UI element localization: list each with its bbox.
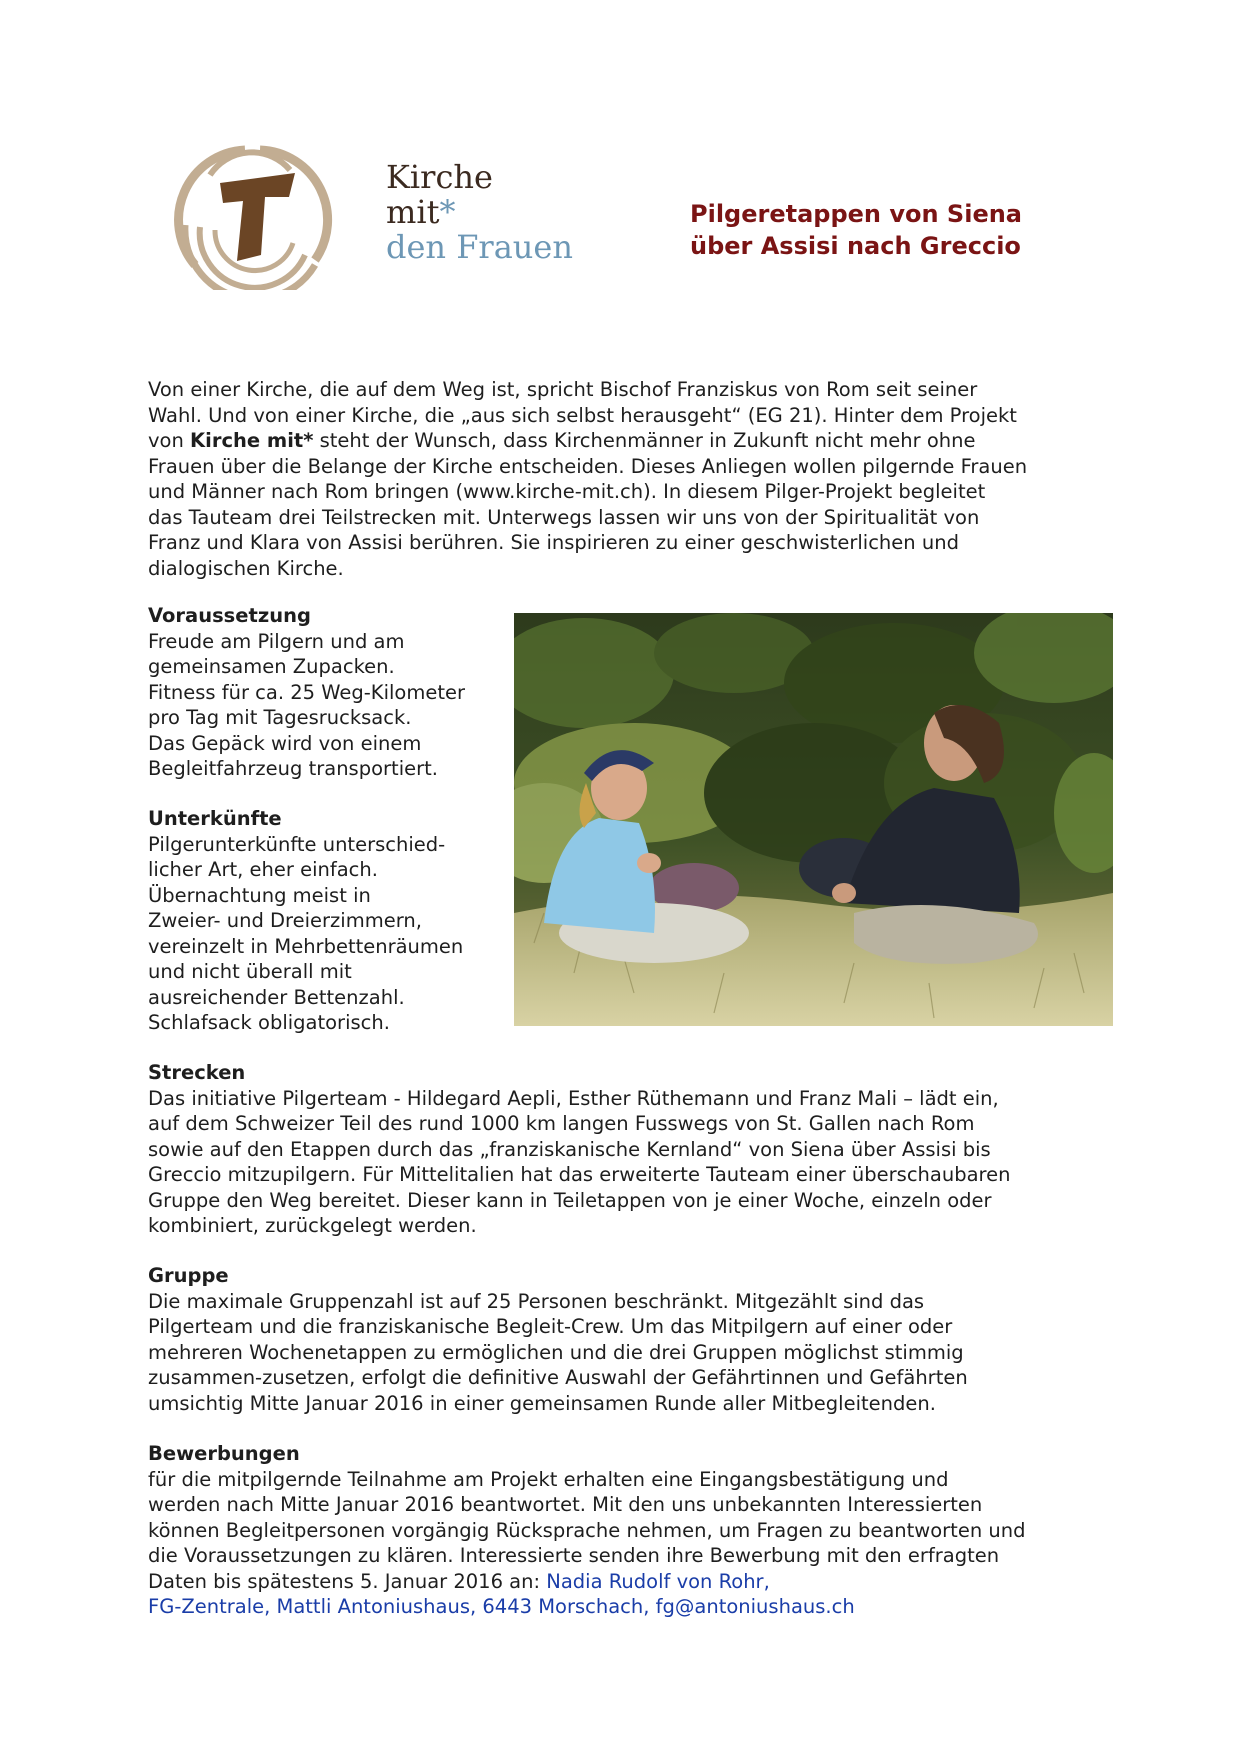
section-line: für die mitpilgernde Teilnahme am Projekt erhalten eine Eingangsbestätigung und [148, 1467, 949, 1491]
intro-line: Wahl. Und von einer Kirche, die „aus sich selbst herausgeht“ (EG 21). Hinter dem Projekt [148, 403, 1017, 427]
section-line: Das Gepäck wird von einem [148, 731, 422, 755]
section-heading: Unterkünfte [148, 807, 282, 830]
section-line: vereinzelt in Mehrbettenräumen [148, 934, 464, 958]
section-line: mehreren Wochenetappen zu ermöglichen und die drei Gruppen möglichst stimmig [148, 1340, 964, 1364]
pilgrims-photo [514, 613, 1113, 1026]
title-line-2: über Assisi nach Greccio [690, 232, 1021, 260]
intro-paragraph [148, 377, 1108, 581]
tau-logo-icon [165, 145, 335, 290]
section-line: Greccio mitzupilgern. Für Mittelitalien hat das erweiterte Tauteam einer überschaubaren [148, 1163, 1011, 1186]
section-line: Gruppe den Weg bereitet. Dieser kann in Teiletappen von je einer Woche, einzeln oder [148, 1188, 992, 1212]
section-line: zusammen-zusetzen, erfolgt die definitive Auswahl der Gefährtinnen und Gefährten [148, 1366, 968, 1389]
section-line: Das initiative Pilgerteam - Hildegard Aepli, Esther Rüthemann und Franz Mali – lädt ein, [148, 1086, 999, 1110]
logo-wordmark [386, 160, 573, 265]
section-line: werden nach Mitte Januar 2016 beantwortet. Mit den uns unbekannten Interessierten [148, 1493, 983, 1516]
section-line: gemeinsamen Zupacken. [148, 655, 395, 678]
logo-star: * [439, 193, 456, 231]
section-line: Die maximale Gruppenzahl ist auf 25 Personen beschränkt. Mitgezählt sind das [148, 1289, 925, 1313]
page-title [690, 198, 1022, 262]
section-line: Übernachtung meist in [148, 883, 371, 907]
section-line: und nicht überall mit [148, 960, 352, 983]
section-line: umsichtig Mitte Januar 2016 in einer gemeinsamen Runde aller Mitbegleitenden. [148, 1391, 936, 1415]
section-line: Pilgerteam und die franziskanische Begleit-Crew. Um das Mitpilgern auf einer oder [148, 1315, 953, 1338]
section-line: Freude am Pilgern und am [148, 629, 405, 653]
logo-line-mit [386, 195, 573, 230]
section-heading: Voraussetzung [148, 604, 311, 627]
section-line: kombiniert, zurückgelegt werden. [148, 1214, 477, 1237]
intro-line [148, 428, 1108, 454]
section-line: pro Tag mit Tagesrucksack. [148, 706, 412, 729]
contact-address-link[interactable]: FG-Zentrale, Mattli Antoniushaus, 6443 Morschach, fg@antoniushaus.ch [148, 1595, 855, 1618]
section-line: Schlafsack obligatorisch. [148, 1011, 390, 1034]
section-line: ausreichender Bettenzahl. [148, 985, 405, 1009]
section-line: sowie auf den Etappen durch das „franziskanische Kernland“ von Siena über Assisi bis [148, 1137, 991, 1161]
section-heading: Strecken [148, 1061, 246, 1084]
contact-name-link[interactable]: Nadia Rudolf von Rohr, [546, 1569, 770, 1593]
section-heading: Bewerbungen [148, 1442, 300, 1465]
section-unterkuenfte [148, 806, 498, 1036]
section-line: Begleitfahrzeug transportiert. [148, 757, 438, 780]
section-line: Fitness für ca. 25 Weg-Kilometer [148, 680, 466, 704]
project-name: Kirche mit* [190, 429, 314, 452]
logo-line-frauen: den Frauen [386, 228, 573, 266]
intro-line: und Männer nach Rom bringen (www.kirche-mit.ch). In diesem Pilger-Projekt begleitet [148, 480, 986, 503]
section-bewerbungen [148, 1441, 1108, 1620]
intro-text: steht der Wunsch, dass Kirchenmänner in Zukunft nicht mehr ohne [313, 429, 976, 452]
intro-line: Frauen über die Belange der Kirche entscheiden. Dieses Anliegen wollen pilgernde Frauen [148, 454, 1028, 478]
intro-line: Von einer Kirche, die auf dem Weg ist, spricht Bischof Franziskus von Rom seit seiner [148, 378, 978, 401]
section-strecken [148, 1060, 1108, 1239]
section-line: licher Art, eher einfach. [148, 858, 378, 881]
logo-mit-text: mit [386, 193, 440, 231]
intro-text: von [148, 429, 191, 452]
section-line: auf dem Schweizer Teil des rund 1000 km langen Fusswegs von St. Gallen nach Rom [148, 1112, 975, 1135]
section-line [148, 1569, 1108, 1595]
logo-line-kirche: Kirche [386, 158, 493, 196]
section-line: Zweier- und Dreierzimmern, [148, 909, 422, 932]
title-line-1: Pilgeretappen von Siena [690, 200, 1023, 228]
deadline-text: Daten bis spätestens 5. Januar 2016 an: [148, 1569, 547, 1593]
section-voraussetzung [148, 603, 498, 782]
section-line: die Voraussetzungen zu klären. Interessierte senden ihre Bewerbung mit den erfragten [148, 1544, 1000, 1567]
section-line: können Begleitpersonen vorgängig Rücksprache nehmen, um Fragen zu beantworten und [148, 1518, 1026, 1542]
section-line: Pilgerunterkünfte unterschied- [148, 832, 446, 856]
intro-line: dialogischen Kirche. [148, 556, 344, 580]
section-gruppe [148, 1263, 1108, 1416]
intro-line: Franz und Klara von Assisi berühren. Sie inspirieren zu einer geschwisterlichen und [148, 531, 959, 554]
section-heading: Gruppe [148, 1264, 229, 1287]
intro-line: das Tauteam drei Teilstrecken mit. Unterwegs lassen wir uns von der Spiritualität von [148, 505, 980, 529]
